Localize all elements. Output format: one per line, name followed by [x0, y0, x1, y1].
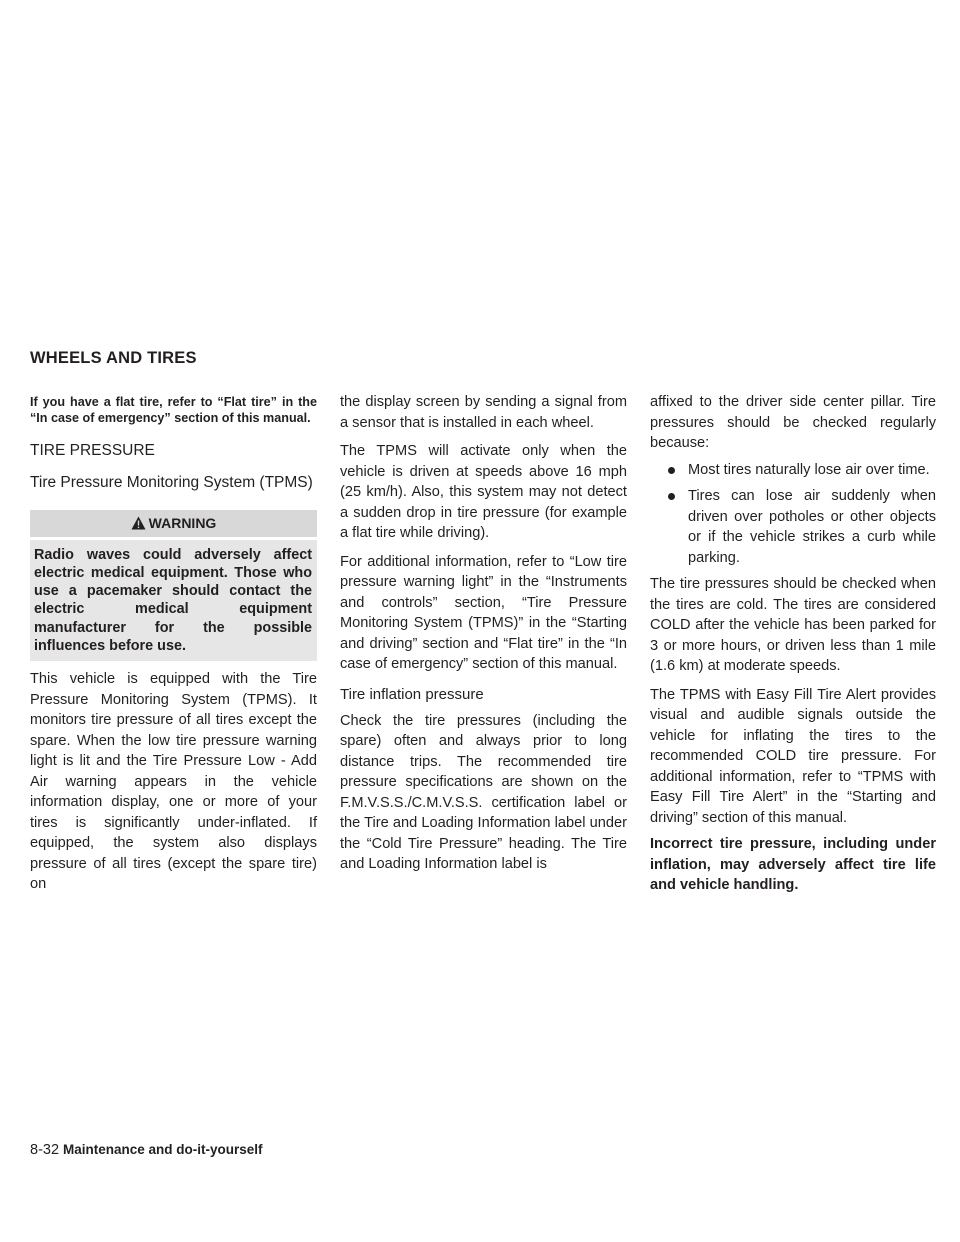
warning-header [30, 510, 317, 537]
bullet-list [650, 460, 936, 569]
list-item-text: Tires can lose air suddenly when driven over potholes or other objects or if the vehicle strikes a curb while parking. [688, 488, 936, 566]
list-item-text: Most tires naturally lose air over time. [688, 461, 930, 478]
page-number: 8-32 [30, 1142, 60, 1158]
column-2 [340, 394, 627, 875]
column-3 [650, 394, 936, 896]
paragraph: For additional information, refer to “Low tire pressure warning light” in the “Instruments and controls” section, “Tire Pressure Monitoring System (TPMS)” in the “Starting and driving” section and “Flat tire” in the “In case of emergency” section of this manual. [340, 553, 627, 672]
warning-triangle-icon [131, 516, 146, 530]
list-item [650, 486, 936, 568]
paragraph: affixed to the driver side center pillar. Tire pressures should be checked regularly because: [650, 394, 936, 451]
intro-note: If you have a flat tire, refer to “Flat tire” in the “In case of emergency” section of this manual. [30, 395, 317, 426]
list-item [650, 460, 936, 481]
column-1 [30, 395, 317, 895]
paragraph: The TPMS will activate only when the vehicle is driven at speeds above 16 mph (25 km/h). Also, this system may not detect a sudden drop in tire pressure (for example a flat tire while driving). [340, 443, 627, 541]
heading-tire-pressure: TIRE PRESSURE [30, 441, 155, 459]
subheading-tpms: Tire Pressure Monitoring System (TPMS) [30, 473, 313, 491]
bullet-icon [668, 493, 675, 500]
paragraph: The TPMS with Easy Fill Tire Alert provides visual and audible signals outside the vehicle for inflating the tires to the recommended COLD tire pressure. For additional information, refer to “TPMS with Easy Fill Tire Alert” in the “Starting and driving” section of this manual. [650, 686, 936, 826]
bold-paragraph: Incorrect tire pressure, including under inflation, may adversely affect tire life and vehicle handling. [650, 836, 936, 893]
warning-box [30, 510, 317, 661]
page-footer [30, 1142, 263, 1158]
paragraph: This vehicle is equipped with the Tire Pressure Monitoring System (TPMS). It monitors tire pressure of all tires except the spare. When the low tire pressure warning light is lit and the Tire Pressure Low - Add Air warning appears in the vehicle information display, one or more of your tires is significantly under-inflated. If equipped, the system also displays pressure of all tires (except the spare tire) on [30, 671, 317, 893]
section-header: WHEELS AND TIRES [30, 349, 197, 367]
paragraph: The tire pressures should be checked when the tires are cold. The tires are considered COLD after the vehicle has been parked for 3 or more hours, or driven less than 1 mile (1.6 km) at moderate speeds. [650, 576, 936, 674]
footer-title: Maintenance and do-it-yourself [63, 1142, 263, 1157]
paragraph: the display screen by sending a signal from a sensor that is installed in each wheel. [340, 394, 627, 431]
warning-text: Radio waves could adversely affect electric medical equipment. Those who use a pacemaker should contact the electric medical equipment manufacturer for the possible influences before use. [30, 540, 317, 661]
paragraph: Check the tire pressures (including the spare) often and always prior to long distance trips. The recommended tire pressure specifications are shown on the F.M.V.S.S./C.M.V.S.S. certification label or the Tire and Loading Information label under the “Cold Tire Pressure” heading. The Tire and Loading Information label is [340, 712, 627, 872]
bullet-icon [668, 467, 675, 474]
subheading-tire-inflation: Tire inflation pressure [340, 685, 484, 703]
warning-title: WARNING [148, 514, 217, 531]
